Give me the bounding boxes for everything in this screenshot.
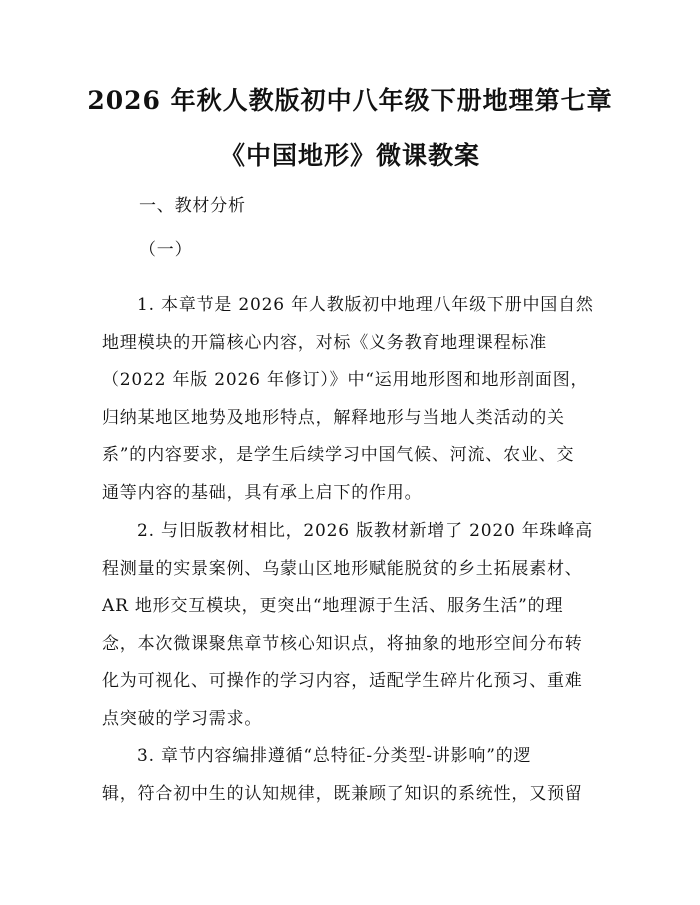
section-heading: 一、教材分析 [139, 196, 246, 216]
paragraph-line: 1. 本章节是 2026 年人教版初中地理八年级下册中国自然 [137, 295, 594, 315]
paragraph-line: 3. 章节内容编排遵循“总特征-分类型-讲影响”的逻 [137, 746, 532, 766]
paragraph-line: 归纳某地区地势及地形特点，解释地形与当地人类活动的关 [102, 407, 565, 428]
paragraph-line: 2. 与旧版教材相比，2026 版教材新增了 2020 年珠峰高 [137, 521, 593, 541]
paragraph-1 [102, 287, 602, 513]
document-title-line-1: 2026 年秋人教版初中八年级下册地理第七章 [87, 86, 613, 115]
paragraph-line: 化为可视化、可操作的学习内容，适配学生碎片化预习、重难 [102, 671, 583, 692]
paragraph-line: 地理模块的开篇核心内容，对标《义务教育地理课程标准 [102, 332, 547, 353]
paragraph-line: 通等内容的基础，具有承上启下的作用。 [102, 482, 423, 503]
paragraph-line: 念，本次微课聚焦章节核心知识点，将抽象的地形空间分布转 [102, 633, 583, 654]
paragraph-line: 辑，符合初中生的认知规律，既兼顾了知识的系统性，又预留 [102, 783, 583, 804]
document-title-line-2: 《中国地形》微课教案 [219, 141, 480, 170]
paragraph-line: 系”的内容要求，是学生后续学习中国气候、河流、农业、交 [102, 445, 575, 466]
paragraph-line: （2022 年版 2026 年修订）》中“运用地形图和地形剖面图， [102, 370, 589, 391]
paragraph-line: 程测量的实景案例、乌蒙山区地形赋能脱贫的乡土拓展素材、 [102, 558, 583, 579]
paragraph-line: 点突破的学习需求。 [102, 708, 263, 729]
paragraph-line: AR 地形交互模块，更突出“地理源于生活、服务生活”的理 [102, 596, 564, 617]
paragraph-3 [102, 738, 602, 813]
paragraph-2 [102, 513, 602, 739]
subsection-heading: （一） [139, 240, 193, 260]
